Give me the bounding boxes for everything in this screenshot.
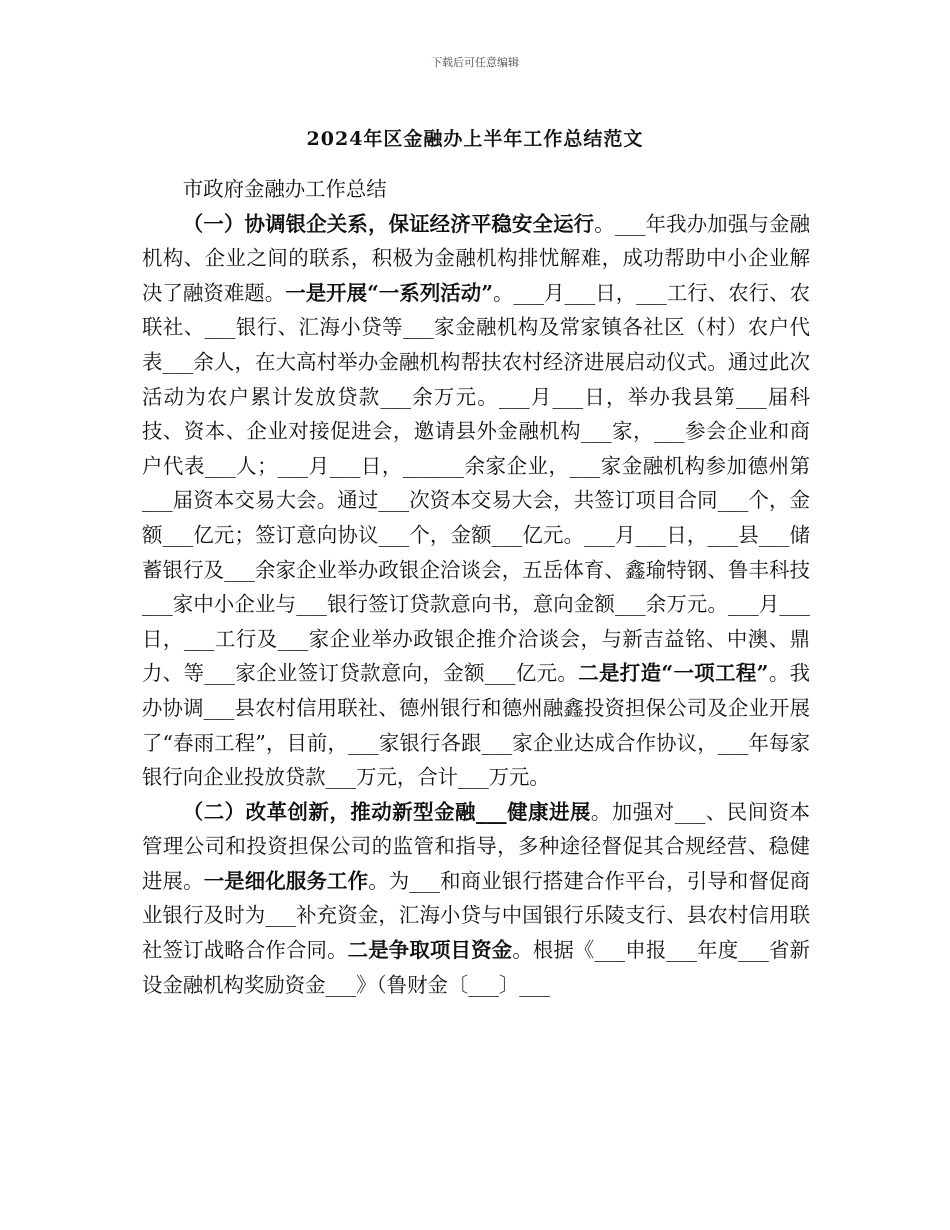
text-run: 。根据《___申报___年度___省新设金融机构奖励资金___》（鲁财金〔___〕___ <box>142 938 811 997</box>
text-run: 。加强对___、民间资本管理公司和投资担保公司的监管和指导，多种途径督促其合规经营、稳健进展。 <box>142 799 810 893</box>
text-run: 二是争取项目资金 <box>347 938 513 963</box>
text-run: 一是开展“一系列活动” <box>285 280 493 305</box>
paragraph-2 <box>142 795 810 1003</box>
text-run: 。为___和商业银行搭建合作平台，引导和督促商业银行及时为___补充资金，汇海小贷与中国银行乐陵支行、县农村信用联社签订战略合作合同。 <box>142 868 811 963</box>
text-run: （二）改革创新，推动新型金融___健康进展 <box>182 799 591 824</box>
paragraph-1 <box>142 207 810 795</box>
text-run: 一是细化服务工作 <box>203 868 369 893</box>
document-title: 2024年区金融办上半年工作总结范文 <box>306 128 644 150</box>
text-run: 二是打造“一项工程” <box>578 661 769 686</box>
header-note: 下载后可任意编辑 <box>431 56 519 69</box>
text-run: （一）协调银企关系，保证经济平稳安全运行 <box>182 211 595 236</box>
document-subtitle: 市政府金融办工作总结 <box>182 177 387 201</box>
document-body <box>142 172 810 1002</box>
text-run: 。我办协调___县农村信用联社、德州银行和德州融鑫投资担保公司及企业开展了“春雨工程”，目前，___家银行各跟___家企业达成合作协议，___年每家银行向企业投放贷款___万元，合计___万元。 <box>142 661 811 790</box>
text-run: 。___年我办加强与金融机构、企业之间的联系，积极为金融机构排忧解难，成功帮助中小企业解决了融资难题。 <box>142 211 810 305</box>
text-run: 。___月___日，___工行、农行、农联社、___银行、汇海小贷等___家金融机构及常家镇各社区（村）农户代表___余人，在大高村举办金融机构帮扶农村经济进展启动仪式。通过此次活动为农户累计发放贷款___余万元。___月___日，举办我县第___届科技、资本、企业对接促进会，邀请县外金融机构___家，___参会企业和商户代表___人；___月___日，______余家企业，___家金融机构参加德州第___届资本交易大会。通过___次资本交易大会，共签订项目合同___个，金额___亿元；签订意向协议___个，金额___亿元。___月___日，___县___储蓄银行及___余家企业举办政银企洽谈会，五岳体育、鑫瑜特钢、鲁丰科技___家中小企业与___银行签订贷款意向书，意向金额___余万元。___月___日，___工行及___家企业举办政银企推介洽谈会，与新吉益铭、中澳、鼎力、等___家企业签订贷款意向，金额___亿元。 <box>142 280 810 686</box>
